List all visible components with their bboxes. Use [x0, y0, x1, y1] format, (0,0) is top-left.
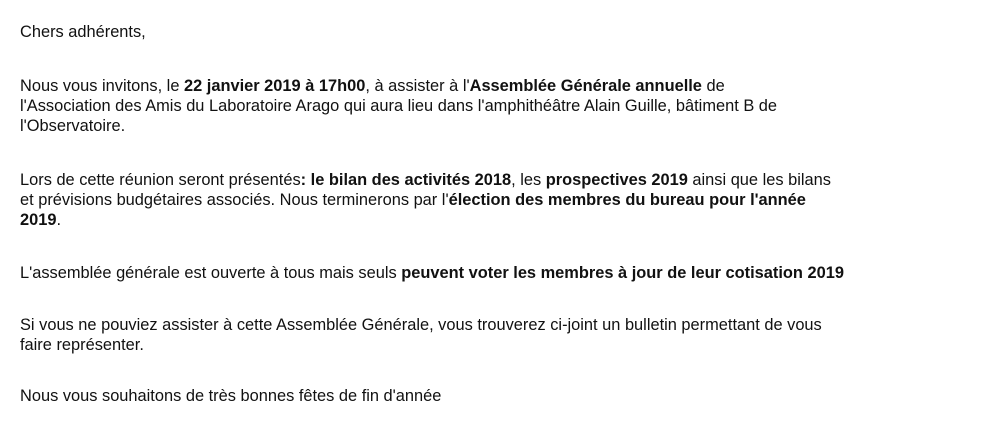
agenda-activity-report: : le bilan des activités 2018	[300, 171, 512, 189]
invitation-paragraph	[20, 76, 777, 136]
agenda-election-year: 2019	[20, 211, 57, 229]
voting-paragraph	[20, 263, 844, 283]
meeting-name: Assemblée Générale annuelle	[469, 77, 702, 95]
agenda-text-4: et prévisions budgétaires associés. Nous terminerons par l'	[20, 191, 449, 209]
invitation-text-5: l'Observatoire.	[20, 117, 126, 135]
invitation-text-1: Nous vous invitons, le	[20, 77, 184, 95]
agenda-text-5: .	[56, 211, 62, 229]
agenda-text-1: Lors de cette réunion seront présentés	[20, 171, 301, 189]
closing-text: Nous vous souhaitons de très bonnes fêtes de fin d'année	[20, 387, 442, 405]
meeting-date: 22 janvier 2019 à 17h00	[184, 77, 366, 95]
proxy-text-2: faire représenter.	[20, 336, 144, 354]
agenda-prospectives: prospectives 2019	[545, 171, 688, 189]
proxy-paragraph	[20, 315, 822, 355]
agenda-text-2: , les	[511, 171, 546, 189]
greeting	[20, 22, 146, 42]
greeting-text: Chers adhérents,	[20, 23, 146, 41]
invitation-text-2: , à assister à l'	[365, 77, 470, 95]
closing-paragraph	[20, 386, 441, 406]
agenda-election: élection des membres du bureau pour l'année	[448, 191, 806, 209]
invitation-text-3: de	[701, 77, 725, 95]
proxy-text-1: Si vous ne pouviez assister à cette Assemblée Générale, vous trouverez ci-joint un bulletin permettant de vous	[20, 316, 822, 334]
invitation-text-4: l'Association des Amis du Laboratoire Arago qui aura lieu dans l'amphithéâtre Alain Guille, bâtiment B de	[20, 97, 778, 115]
agenda-text-3: ainsi que les bilans	[687, 171, 831, 189]
voting-condition: peuvent voter les membres à jour de leur cotisation 2019	[401, 264, 844, 282]
agenda-paragraph	[20, 170, 831, 230]
voting-text-1: L'assemblée générale est ouverte à tous mais seuls	[20, 264, 402, 282]
